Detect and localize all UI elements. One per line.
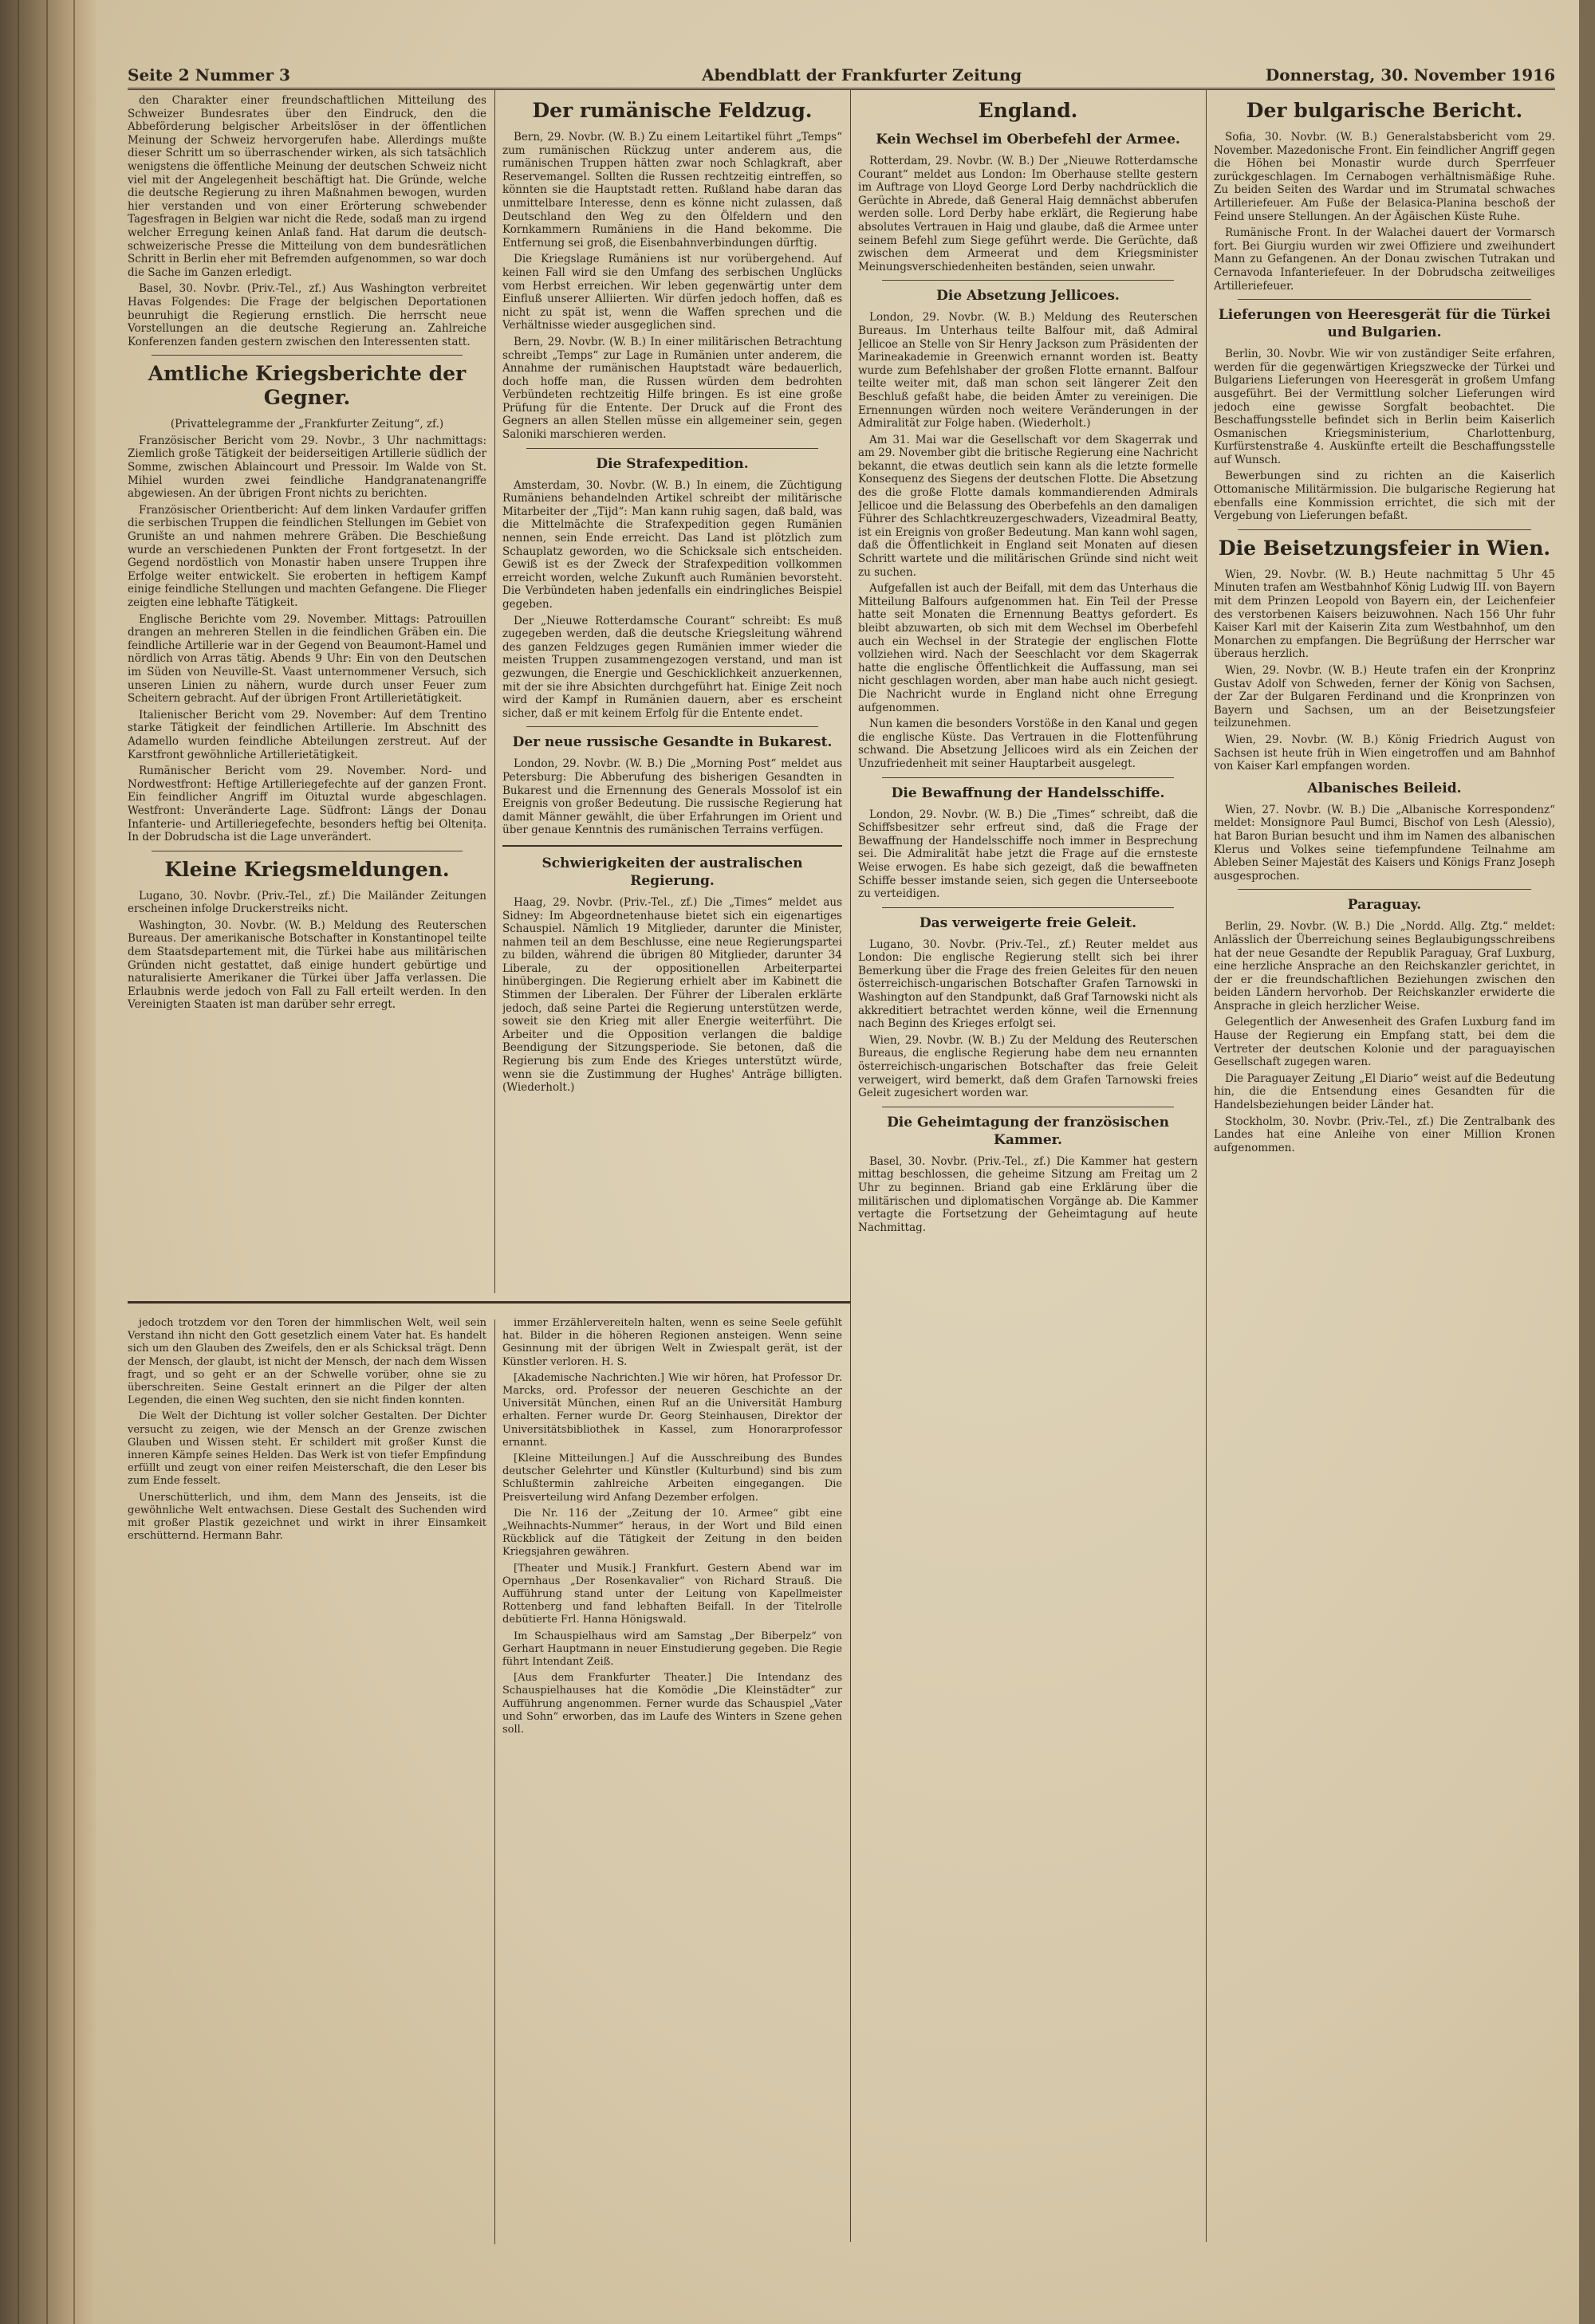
article-paragraph: Rotterdam, 29. Novbr. (W. B.) Der „Nieuwe Rotterdamsche Courant“ meldet aus London: Im Oberhause stellte gestern im Auftrage von Lloyd George Lord Derby nachdrücklich die Gerüchte in Abrede, daß General Haig demnächst abberufen werden solle. Lord Derby habe erklärt, die Regierung habe absolutes Vertrauen in Haig und glaube, daß die Armee unter seinem Befehl zum Siege geführt werde. Die Gerüchte, daß zwischen dem Armeerat und dem Kriegsminister Meinungsverschiedenheiten beständen, seien unwahr. <box>858 155 1198 273</box>
section-heading: Die Beisetzungsfeier in Wien. <box>1218 536 1551 560</box>
article-paragraph: Haag, 29. Novbr. (Priv.-Tel., zf.) Die „Times“ meldet aus Sidney: Im Abgeordnetenhause bietet sich ein eigenartiges Schauspiel. Nämlich 19 Mitglieder, darunter die Minister, nahmen teil an dem Beschlusse, eine neue Regierungspartei zu bilden, während die übrigen 80 Mitglieder, darunter 34 Liberale, zu der oppositionellen Arbeiterpartei hinübergingen. Die Regierung erhielt aber im Kabinett die Stimmen der Liberalen. Der Führer der Liberalen erklärte jedoch, daß seine Partei die Regierung unterstützen werde, soweit sie den Krieg mit aller Energie weiterführt. Die Arbeiter und die Opposition verlangen die baldige Beendigung der Sitzungsperiode. Sie betonen, daß die Regierung bis zum Ende des Krieges unterstützt würde, wenn sie die Zustimmung der Hughes' Anträge billigten. (Wiederholt.) <box>502 895 842 1095</box>
article-paragraph: Wien, 29. Novbr. (W. B.) Heute trafen ein der Kronprinz Gustav Adolf von Schweden, ferner der König von Sachsen, der Zar der Bulgaren Ferdinand und die Kronprinzen von Bayern und Sachsen, um an der Beisetzungsfeier teilzunehmen. <box>1214 664 1555 730</box>
article-paragraph: Rumänischer Bericht vom 29. November. Nord- und Nordwestfront: Heftige Artilleriegefechte auf der ganzen Front. Ein feindlicher Angriff im Oituztal wurde abgeschlagen. Westfront: Unveränderte Lage. Südfront: Längs der Donau Infanterie- und Artilleriegefechte, besonders heftig bei Oltenița. In der Dobrudscha ist die Lage unverändert. <box>128 765 486 844</box>
article-heading: Schwierigkeiten der australischen Regierung. <box>542 855 803 889</box>
article-heading: Lieferungen von Heeresgerät für die Türkei und Bulgarien. <box>1218 307 1551 341</box>
article-paragraph: Gelegentlich der Anwesenheit des Grafen Luxburg fand im Hause der Regierung ein Empfang statt, bei dem die Vertreter der deutschen Kolonie und der paraguayischen Gesellschaft zugegen waren. <box>1214 1016 1555 1069</box>
section-rule <box>882 777 1174 778</box>
article-paragraph: Basel, 30. Novbr. (Priv.-Tel., zf.) Aus Washington verbreitet Havas Folgendes: Die Frage der belgischen Deportationen beunruhigt die Regierung ernstlich. Die herrscht neue Vorstellungen an die deutsche Regierung an. Zahlreiche Konferenzen fanden gestern zwischen den Interessenten statt. <box>128 282 486 348</box>
feuilleton-paragraph: immer Erzählervereiteln halten, wenn es seine Seele gefühlt hat. Bilder in die höheren Regionen ansteigen. Wenn seine Gesinnung mit der übrigen Welt in Zwiespalt gerät, ist der Künstler verloren. H. S. <box>502 1317 842 1368</box>
feuilleton-paragraph: [Aus dem Frankfurter Theater.] Die Intendanz des Schauspielhauses hat die Komödie „Die Kleinstädter“ zur Aufführung angenommen. Ferner wurde das Schauspiel „Vater und Sohn“ erworben, das im Laufe des Winters in Szene gehen soll. <box>502 1672 842 1736</box>
feuilleton-paragraph: [Akademische Nachrichten.] Wie wir hören, hat Professor Dr. Marcks, ord. Professor der neueren Geschichte an der Universität München, einen Ruf an die Universität Hamburg erhalten. Ferner wurde Dr. Georg Steinhausen, Direktor der Universitätsbibliothek in Kassel, zum Honorarprofessor ernannt. <box>502 1371 842 1449</box>
section-rule <box>882 907 1174 908</box>
article-paragraph: den Charakter einer freundschaftlichen Mitteilung des Schweizer Bundesrates über den Eindruck, den die Abbeförderung belgischer Arbeitslöser in der öffentlichen Meinung der Schweiz hervorgerufen habe. Allerdings mußte dieser Schritt um so überraschender wirken, als sich tatsächlich wenigstens die öffentliche Meinung der deutschen Schweiz nicht viel mit der Angelegenheit beschäftigt hat. Die Gründe, welche die deutsche Regierung zu ihren Maßnahmen bewogen, wurden hier verstanden und von einer Erörterung schwebender Tagesfragen in Belgien war nicht die Rede, sodaß man zu irgend welcher Erregung keinen Anlaß fand. Hat darum die deutsch-schweizerische Presse die Mitteilung von dem bundesrätlichen Schritt in Berlin eher mit Befremden aufgenommen, so war doch die Sache im Ganzen erledigt. <box>128 94 486 279</box>
binding-edge <box>46 0 48 2324</box>
feuilleton-column-1 <box>128 1317 486 2242</box>
feuilleton-divider <box>128 1301 850 1304</box>
feuilleton-paragraph: [Kleine Mitteilungen.] Auf die Ausschreibung des Bundes deutscher Gelehrter und Künstler (Kulturbund) sind bis zum Schlußtermin zahlreiche Arbeiten eingegangen. Die Preisverteilung wird Anfang Dezember erfolgen. <box>502 1453 842 1504</box>
article-paragraph: Wien, 29. Novbr. (W. B.) König Friedrich August von Sachsen ist heute früh in Wien eingetroffen und am Bahnhof von Kaiser Karl empfangen worden. <box>1214 733 1555 773</box>
article-paragraph: Bewerbungen sind zu richten an die Kaiserlich Ottomanische Militärmission. Die bulgarische Regierung hat ebenfalls eine Kommission errichtet, die sich mit der Vergebung von Lieferungen befaßt. <box>1214 470 1555 523</box>
article-heading: Albanisches Beileid. <box>1307 780 1462 796</box>
article-paragraph: Französischer Orientbericht: Auf dem linken Vardaufer griffen die serbischen Truppen die feindlichen Stellungen im Gebiet von Grunište an und nahmen mehrere Gräben. Die Beschießung wurde an verschiedenen Punkten der Front fortgesetzt. In der Gegend nordöstlich von Monastir haben unsere Truppen ihre Erfolge weiter entwickelt. Sie eroberten in heftigem Kampf einige feindliche Stellungen und machten Gefangene. Die Flieger zeigten eine lebhafte Tätigkeit. <box>128 503 486 609</box>
article-paragraph: Stockholm, 30. Novbr. (Priv.-Tel., zf.) Die Zentralbank des Landes hat eine Anleihe von einer Million Kronen aufgenommen. <box>1214 1115 1555 1154</box>
column-rule <box>1206 89 1207 2242</box>
section-rule <box>1238 889 1531 890</box>
column-rule <box>494 89 495 1293</box>
article-heading: Kein Wechsel im Oberbefehl der Armee. <box>876 132 1180 147</box>
feuilleton-paragraph: Die Nr. 116 der „Zeitung der 10. Armee“ gibt eine „Weihnachts-Nummer“ heraus, in der Wort und Bild einen Rückblick auf die Tätigkeit der Zeitung in den beiden Kriegsjahren gewähren. <box>502 1507 842 1559</box>
header-page-number: Seite 2 Nummer 3 <box>128 65 290 85</box>
page-header <box>128 64 1555 90</box>
feuilleton-paragraph: Die Welt der Dichtung ist voller solcher Gestalten. Der Dichter versucht zu zeigen, wie der Mensch an der Grenze zwischen Glauben und Wissen steht. Er schildert mit großer Kunst die inneren Kämpfe seines Helden. Das Werk ist von tiefer Empfindung erfüllt und zeugt von einer reifen Meisterschaft, die den Leser bis zum Ende fesselt. <box>128 1410 486 1488</box>
feuilleton-paragraph: Unerschütterlich, und ihm, dem Mann des Jenseits, ist die gewöhnliche Welt entwachsen. Diese Gestalt des Suchenden wird mit großer Plastik gezeichnet und wirkt in ihrer Einsamkeit erschütternd. Hermann Bahr. <box>128 1491 486 1543</box>
section-rule <box>526 448 818 449</box>
section-rule <box>1238 299 1531 300</box>
section-rule <box>152 355 463 356</box>
section-rule <box>502 845 842 847</box>
article-paragraph: Nun kamen die besonders Vorstöße in den Kanal und gegen die englische Küste. Das Vertrauen in die Flottenführung schwand. Die Absetzung Jellicoes wird als ein Zeichen der Unzufriedenheit mit seiner Hauptarbeit ausgelegt. <box>858 718 1198 770</box>
section-rule <box>526 726 818 727</box>
section-heading: Der bulgarische Bericht. <box>1246 99 1523 122</box>
feuilleton-paragraph: [Theater und Musik.] Frankfurt. Gestern Abend war im Opernhaus „Der Rosenkavalier“ von Richard Strauß. Die Aufführung stand unter der Leitung von Kapellmeister Rottenberg und fand lebhaften Beifall. In der Titelrolle debütierte Frl. Hanna Hönigswald. <box>502 1562 842 1626</box>
header-masthead: Abendblatt der Frankfurter Zeitung <box>702 65 1022 85</box>
article-paragraph: Washington, 30. Novbr. (W. B.) Meldung des Reuterschen Bureaus. Der amerikanische Botschafter in Konstantinopel teilte dem Staatsdepartement mit, die Türkei habe aus militärischen Gründen nicht gestattet, daß einige hundert gebürtige und naturalisierte Amerikaner die Türkei über Jaffa verlassen. Die Erlaubnis werde jedoch von Fall zu Fall erteilt werden. In den Vereinigten Staaten ist man darüber sehr erregt. <box>128 918 486 1012</box>
article-paragraph: Amsterdam, 30. Novbr. (W. B.) In einem, die Züchtigung Rumäniens behandelnden Artikel schreibt der militärische Mitarbeiter der „Tijd“: Man kann ruhig sagen, daß bald, was die Mittelmächte die Strafexpedition gegen Rumänien nennen, sein Ende erreicht. Das Land ist plötzlich zum Schauplatz geworden, wo die Schicksale sich entscheiden. Gewiß ist es der Zweck der Strafexpedition vollkommen erreicht worden, welche Zukunft auch Rumänien bevorsteht. Die Verbündeten haben jedenfalls ein eindringliches Beispiel gegeben. <box>502 478 842 611</box>
article-paragraph: Berlin, 29. Novbr. (W. B.) Die „Nordd. Allg. Ztg.“ meldet: Anlässlich der Überreichung seines Beglaubigungsschreibens hat der neue Gesandte der Republik Paraguay, Graf Luxburg, eine herzliche Ansprache an den Reichskanzler gerichtet, in der er die freundschaftlichen Beziehungen zwischen den beiden Ländern hervorhob. Der Reichskanzler erwiderte die Ansprache in gleich herzlicher Weise. <box>1214 920 1555 1013</box>
article-paragraph: Die Kriegslage Rumäniens ist nur vorübergehend. Auf keinen Fall wird sie den Umfang des serbischen Unglücks vom Herbst erreichen. Wir leben gegenwärtig unter dem Einfluß unserer Alliierten. Wir dürfen jedoch hoffen, daß es nicht zu spät ist, wenn die Waffen sprechen und die Verhältnisse wieder ausgeglichen sind. <box>502 253 842 332</box>
book-binding <box>0 0 96 2324</box>
article-heading: Die Bewaffnung der Handelsschiffe. <box>891 784 1165 801</box>
column-4 <box>1214 94 1555 2247</box>
column-rule <box>494 1319 495 2244</box>
article-paragraph: Lugano, 30. Novbr. (Priv.-Tel., zf.) Reuter meldet aus London: Die englische Regierung stellt sich bei ihrer Bemerkung über die Frage des freien Geleites für den neuen österreichisch-ungarischen Botschafter Grafen Tarnowski in Washington auf den Standpunkt, daß Graf Tarnowski nicht als akkreditiert betrachtet werden könne, weil die Ernennung nach Beginn des Krieges erfolgt sei. <box>858 938 1198 1031</box>
section-heading: Amtliche Kriegsberichte der Gegner. <box>148 362 467 410</box>
article-paragraph: Wien, 29. Novbr. (W. B.) Zu der Meldung des Reuterschen Bureaus, die englische Regierung habe dem neu ernannten österreichisch-ungarischen Botschafter das freie Geleit verweigert, wird bemerkt, daß dem Grafen Tarnowski freies Geleit zugesichert worden war. <box>858 1033 1198 1100</box>
column-rule <box>850 89 851 2242</box>
feuilleton-paragraph: Im Schauspielhaus wird am Samstag „Der Biberpelz“ von Gerhart Hauptmann in neuer Einstudierung gegeben. Die Regie führt Intendant Zeiß. <box>502 1630 842 1669</box>
binding-edge <box>18 0 19 2324</box>
article-heading: Die Absetzung Jellicoes. <box>936 288 1120 305</box>
section-rule <box>882 280 1174 281</box>
section-heading: England. <box>978 99 1078 122</box>
article-paragraph: London, 29. Novbr. (W. B.) Die „Morning Post“ meldet aus Petersburg: Die Abberufung des bisherigen Gesandten in Bukarest und die Ernennung des Generals Mossolof ist ein Ereignis von großer Bedeutung. Die russische Regierung hat damit Männer gewählt, die über Erfahrungen im Orient und über genaue Kenntnis des rumänischen Terrains verfügen. <box>502 757 842 837</box>
article-paragraph: Italienischer Bericht vom 29. November: Auf dem Trentino starke Tätigkeit der feindlichen Artillerie. Im Abschnitt des Adamello wurden feindliche Abteilungen zerstreut. Auf der Karstfront gewöhnliche Artillerietätigkeit. <box>128 708 486 761</box>
article-paragraph: Sofia, 30. Novbr. (W. B.) Generalstabsbericht vom 29. November. Mazedonische Front. Ein feindlicher Angriff gegen die Höhen bei Monastir wurde durch Sperrfeuer zurückgeschlagen. Im Cernabogen verhältnismäßige Ruhe. Zu beiden Seiten des Wardar und im Strumatal schwaches Artilleriefeuer. Am Fuße der Belasica-Planina beschoß der Feind unsere Stellungen. An der Ägäischen Küste Ruhe. <box>1214 131 1555 223</box>
feuilleton-column-2 <box>502 1317 842 2242</box>
section-rule <box>1238 529 1531 530</box>
newspaper-page <box>96 0 1579 2324</box>
article-paragraph: Bern, 29. Novbr. (W. B.) In einer militärischen Betrachtung schreibt „Temps“ zur Lage in Rumänien unter anderem, die Annahme der rumänischen Hauptstadt wäre bedauerlich, doch hoffe man, die Russen würden dem bedrohten Verbündeten rechtzeitig Hilfe bringen. Es ist eine große Prüfung für die Entente. Der Druck auf die Front des Gegners an allen Stellen müsse ein allgemeiner sein, gegen Saloniki marschieren werden. <box>502 335 842 442</box>
article-paragraph: Aufgefallen ist auch der Beifall, mit dem das Unterhaus die Mitteilung Balfours aufgenommen hat. Ein Teil der Presse hatte seit Monaten die Ernennung Beattys gefordert. Es bleibt abzuwarten, ob sich mit dem Wechsel im Oberbefehl auch ein Wechsel in der Strategie der englischen Flotte vollziehen wird. Nach der Seeschlacht vor dem Skagerrak hatte die englische Öffentlichkeit die Auffassung, man sei nicht geschlagen worden, aber man habe auch nicht gesiegt. Die Nachricht wurde in England nicht ohne Erregung aufgenommen. <box>858 582 1198 714</box>
article-paragraph: Französischer Bericht vom 29. Novbr., 3 Uhr nachmittags: Ziemlich große Tätigkeit der beiderseitigen Artillerie südlich der Somme, zwischen Ablaincourt und Pressoir. Im Walde von St. Mihiel wurden zwei feindliche Handgranatenangriffe abgewiesen. An der übrigen Front nichts zu berichten. <box>128 434 486 501</box>
article-paragraph: London, 29. Novbr. (W. B.) Meldung des Reuterschen Bureaus. Im Unterhaus teilte Balfour mit, daß Admiral Jellicoe an Stelle von Sir Henry Jackson zum Präsidenten der Marineakademie in Greenwich ernannt worden ist. Beatty wurde zum Befehlshaber der großen Flotte ernannt. Balfour teilte weiter mit, daß man schon seit längerer Zeit den Beschluß gefaßt habe, die beiden Ämter zu vereinigen. Die Ernennungen würden noch weitere Veränderungen in der Admiralität zur Folge haben. (Wiederholt.) <box>858 311 1198 431</box>
article-heading: Die Geheimtagung der französischen Kammer. <box>887 1114 1169 1148</box>
article-paragraph: Wien, 29. Novbr. (W. B.) Heute nachmittag 5 Uhr 45 Minuten trafen am Westbahnhof König Ludwig III. von Bayern mit dem Prinzen Leopold von Bayern ein, der Leichenfeier des verstorbenen Kaisers beizuwohnen. Nach 156 Uhr fuhr Kaiser Karl mit der Kaiserin Zita zum Westbahnhof, um den Monarchen zu empfangen. Die Begrüßung der Herrscher war überaus herzlich. <box>1214 568 1555 661</box>
column-3 <box>858 94 1198 2247</box>
article-heading: Das verweigerte freie Geleit. <box>919 914 1137 931</box>
column-2 <box>502 94 842 1298</box>
article-paragraph: London, 29. Novbr. (W. B.) Die „Times“ schreibt, daß die Schiffsbesitzer sehr erfreut sind, daß die Frage der Bewaffnung der Handelsschiffe noch immer in Besprechung sei. Die Admiralität habe jetzt die Frage auf die ernsteste Weise erwogen. Es habe sich gezeigt, daß die bewaffneten Schiffe besser imstande seien, sich gegen die Unterseeboote zu verteidigen. <box>858 808 1198 901</box>
article-paragraph: Lugano, 30. Novbr. (Priv.-Tel., zf.) Die Mailänder Zeitungen erscheinen infolge Druckerstreiks nicht. <box>128 889 486 916</box>
article-paragraph: Basel, 30. Novbr. (Priv.-Tel., zf.) Die Kammer hat gestern mittag beschlossen, die geheime Sitzung am Freitag um 2 Uhr zu beginnen. Briand gab eine Erklärung über die militärischen und diplomatischen Vorgänge ab. Die Kammer vertagte die Fortsetzung der Geheimtagung auf heute Nachmittag. <box>858 1154 1198 1234</box>
section-subheading: (Privattelegramme der „Frankfurter Zeitung“, zf.) <box>170 418 444 431</box>
article-paragraph: Der „Nieuwe Rotterdamsche Courant“ schreibt: Es muß zugegeben werden, daß die deutsche Kriegsleitung während des ganzen Feldzuges gegen Rumänien immer wieder die meisten Truppen zusammengezogen verstand, und man ist gezwungen, die Energie und Geschicklichkeit anzuerkennen, mit der sie ihre Absichten durchgeführt hat. Einige Zeit noch wird der Kampf in Rumänien dauern, aber es erscheint sicher, daß er mit keinem Erfolg für die Entente endet. <box>502 614 842 720</box>
article-paragraph: Die Paraguayer Zeitung „El Diario“ weist auf die Bedeutung hin, die die Entsendung eines Gesandten für die Handelsbeziehungen beider Länder hat. <box>1214 1072 1555 1112</box>
article-paragraph: Rumänische Front. In der Walachei dauert der Vormarsch fort. Bei Giurgiu wurden wir zwei Offiziere und zweihundert Mann zu Gefangenen. An der Donau zwischen Tutrakan und Cernavoda Infanteriefeuer. In der Dobrudscha zeitweiliges Artilleriefeuer. <box>1214 226 1555 293</box>
article-heading: Paraguay. <box>1347 897 1422 914</box>
article-heading: Der neue russische Gesandte in Bukarest. <box>512 734 833 751</box>
article-heading: Die Strafexpedition. <box>596 455 749 472</box>
column-1 <box>128 94 486 1298</box>
feuilleton-paragraph: jedoch trotzdem vor den Toren der himmlischen Welt, weil sein Verstand ihn nicht den Gott gesetzlich einem Vater hat. Es handelt sich um den Glauben des Zweifels, den er als Schicksal trägt. Denn der Mensch, der glaubt, ist nicht der Mensch, der nach dem Wissen fragt, und so geht er an der Schwelle vorüber, ohne sie zu überschreiten. Seine Gestalt erinnert an die Pilger der alten Legenden, die einen Weg suchten, den sie nicht finden konnten. <box>128 1317 486 1407</box>
article-paragraph: Berlin, 30. Novbr. Wie wir von zuständiger Seite erfahren, werden für die gegenwärtigen Kriegszwecke der Türkei und Bulgariens Lieferungen von Heeresgerät in großem Umfang ausgeführt. Bei der Vermittlung solcher Lieferungen wird jedoch eine gewisse Sorgfalt beobachtet. Die Beschaffungsstelle befindet sich in Berlin beim Kaiserlich Osmanischen Kriegsministerium, Charlottenburg, Kurfürstenstraße 4. Auskünfte erteilt die Beschaffungsstelle auf Wunsch. <box>1214 348 1555 466</box>
article-paragraph: Bern, 29. Novbr. (W. B.) Zu einem Leitartikel führt „Temps“ zum rumänischen Rückzug unter anderem aus, die rumänischen Truppen hätten zwar noch Schlagkraft, aber Reservemangel. Sollten die Russen rechtzeitig eintreffen, so könnten sie die Hauptstadt retten. Rußland habe daran das unmittelbare Interesse, denn es könne nicht zulassen, daß Deutschland den Weg zu den Ölfeldern und den Kornkammern Rumäniens in die Hand bekomme. Die Entfernung sei groß, die Eisenbahnverbindungen dürftig. <box>502 131 842 250</box>
article-paragraph: Am 31. Mai war die Gesellschaft vor dem Skagerrak und am 29. November gibt die britische Regierung eine Nachricht bekannt, die etwas deutlich sein kann als die letzte formelle Konsequenz des Siegens der deutschen Flotte. Die Absetzung des die große Flotte damals kommandierenden Admirals Jellicoe und die Belassung des Oberbefehls an den damaligen Führer des Schlachtkreuzergeschwaders, Vizeadmiral Beatty, ist ein Ereignis von großer Bedeutung. Man kann wohl sagen, daß die Öffentlichkeit in England seit Monaten auf diesen Schritt wartete und die militärischen Gründe sind nicht weit zu suchen. <box>858 433 1198 579</box>
article-paragraph: Wien, 27. Novbr. (W. B.) Die „Albanische Korrespondenz“ meldet: Monsignore Paul Bumci, Bischof von Lesh (Alessio), hat Baron Burian besucht und ihm im Namen des albanischen Klerus und Volkes seine tiefempfundene Teilnahme am Ableben Seiner Majestät des Kaisers und Königs Franz Joseph ausgesprochen. <box>1214 803 1555 883</box>
section-heading: Der rumänische Feldzug. <box>532 99 813 122</box>
binding-edge <box>73 0 75 2324</box>
section-heading: Kleine Kriegsmeldungen. <box>164 857 450 881</box>
article-paragraph: Englische Berichte vom 29. November. Mittags: Patrouillen drangen an mehreren Stellen in die feindlichen Gräben ein. Die feindliche Artillerie war in der Gegend von Beaumont-Hamel und nördlich von Arras tätig. Abends 9 Uhr: Ein von den Deutschen im Süden von Neuville-St. Vaast unternommener Versuch, sich unseren Linien zu nähern, wurde durch unser Feuer zum Scheitern gebracht. Auf der übrigen Front Artillerietätigkeit. <box>128 612 486 706</box>
header-date: Donnerstag, 30. November 1916 <box>1265 65 1555 85</box>
